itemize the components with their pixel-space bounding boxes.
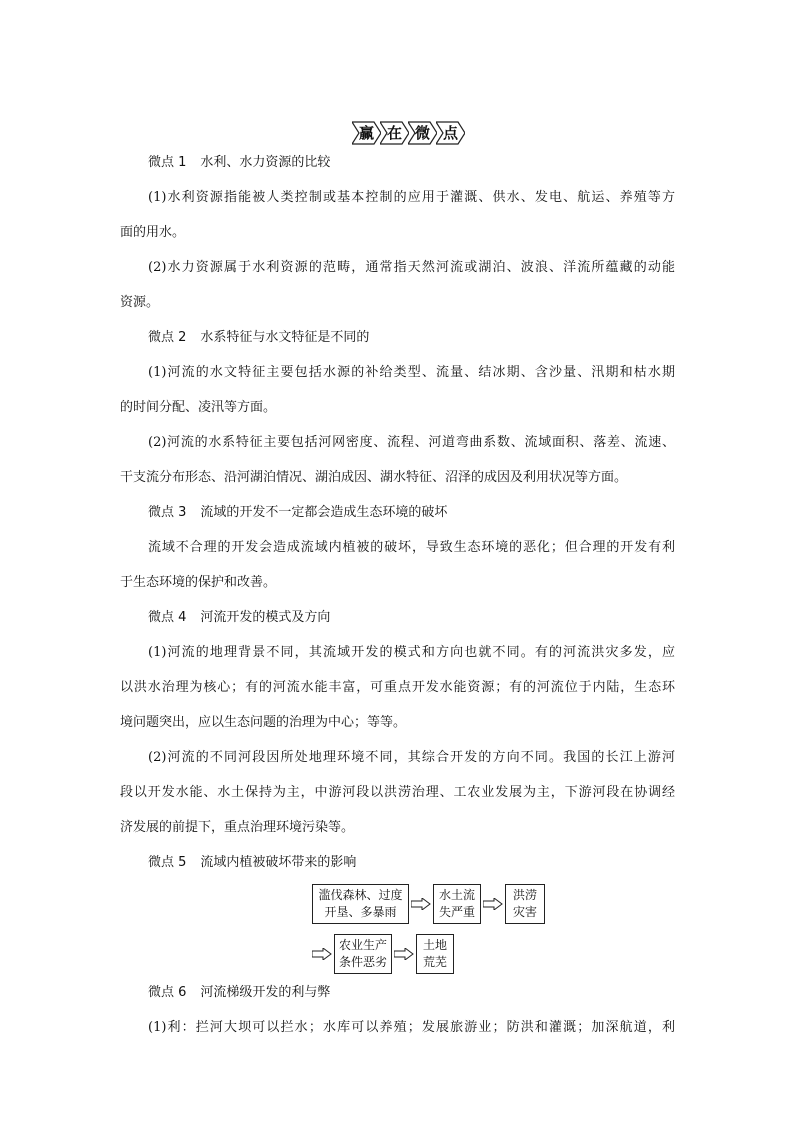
flow-box-text: 开垦、多暴雨 xyxy=(324,905,397,919)
arrow-icon xyxy=(483,898,503,910)
section-number: 微点 5 xyxy=(148,855,187,870)
flowchart xyxy=(120,880,675,975)
section-banner xyxy=(352,121,470,145)
paragraph-line: 的时间分配、凌汛等方面。 xyxy=(120,400,277,415)
arrow-icon xyxy=(394,948,414,960)
arrow-icon xyxy=(312,948,332,960)
flow-box-text: 滥伐森林、过度 xyxy=(318,888,403,902)
section-heading xyxy=(120,845,675,880)
section-title: 流域内植被破坏带来的影响 xyxy=(200,855,357,870)
paragraph-line: (1)河流的地理背景不同，其流域开发的模式和方向也就不同。有的河流洪灾多发，应 xyxy=(148,645,675,660)
banner-chevron xyxy=(436,121,465,145)
flow-box-text: 灾害 xyxy=(512,905,537,919)
paragraph-line: 流域不合理的开发会造成流域内植被的破坏，导致生态环境的恶化；但合理的开发有利 xyxy=(148,540,675,555)
paragraph-line: 于生态环境的保护和改善。 xyxy=(120,575,277,590)
section-number: 微点 6 xyxy=(148,985,187,1000)
flow-box-text: 条件恶劣 xyxy=(339,955,388,969)
flow-box-erosion xyxy=(433,884,481,924)
section-number: 微点 3 xyxy=(148,505,187,520)
section-number: 微点 4 xyxy=(148,610,187,625)
flow-box-text: 土地 xyxy=(422,938,447,952)
flow-box-text: 水土流 xyxy=(438,888,475,902)
paragraph-line: 以洪水治理为核心；有的河流水能丰富，可重点开发水能资源；有的河流位于内陆，生态环 xyxy=(120,680,675,695)
flow-box-flood xyxy=(505,884,545,924)
paragraph-line: (2)河流的水系特征主要包括河网密度、流程、河道弯曲系数、流域面积、落差、流速、 xyxy=(148,435,675,450)
paragraph-line: 资源。 xyxy=(120,295,160,310)
paragraph-line: (1)河流的水文特征主要包括水源的补给类型、流量、结冰期、含沙量、汛期和枯水期 xyxy=(148,365,675,380)
section-number: 微点 1 xyxy=(148,155,187,170)
section-heading xyxy=(120,495,675,530)
section-heading xyxy=(120,145,675,180)
section-title: 流域的开发不一定都会造成生态环境的破坏 xyxy=(200,505,448,520)
section-heading xyxy=(120,975,675,1010)
content-body xyxy=(120,145,675,1045)
section-heading xyxy=(120,600,675,635)
paragraph-line: (1)利：拦河大坝可以拦水；水库可以养殖；发展旅游业；防洪和灌溉；加深航道，利 xyxy=(148,1020,675,1035)
paragraph-line: (2)水力资源属于水利资源的范畴，通常指天然河流或湖泊、波浪、洋流所蕴藏的动能 xyxy=(148,260,675,275)
banner-chevron xyxy=(380,121,409,145)
section-title: 河流梯级开发的利与弊 xyxy=(200,985,331,1000)
section-number: 微点 2 xyxy=(148,330,187,345)
section-heading xyxy=(120,320,675,355)
section-title: 河流开发的模式及方向 xyxy=(200,610,331,625)
banner-char: 在 xyxy=(386,124,402,142)
flow-box-text: 失严重 xyxy=(438,905,475,919)
paragraph-line: 段以开发水能、水土保持为主，中游河段以洪涝治理、工农业发展为主，下游河段在协调经 xyxy=(120,785,675,800)
arrow-icon xyxy=(411,898,431,910)
banner-char: 点 xyxy=(442,124,458,142)
banner-char: 赢 xyxy=(358,124,374,142)
paragraph-line: (1)水利资源指能被人类控制或基本控制的应用于灌溉、供水、发电、航运、养殖等方 xyxy=(148,190,675,205)
banner-chevron xyxy=(408,121,437,145)
paragraph-line: 境问题突出，应以生态问题的治理为中心；等等。 xyxy=(120,715,407,730)
flow-box-text: 洪涝 xyxy=(512,888,537,902)
flow-box-agriculture xyxy=(334,934,392,974)
section-title: 水系特征与水文特征是不同的 xyxy=(200,330,370,345)
flow-box-barren xyxy=(416,934,454,974)
flow-box-text: 农业生产 xyxy=(339,938,388,952)
paragraph-line: 面的用水。 xyxy=(120,225,186,240)
paragraph-line: (2)河流的不同河段因所处地理环境不同，其综合开发的方向不同。我国的长江上游河 xyxy=(148,750,675,765)
flow-box-text: 荒芜 xyxy=(422,955,447,969)
banner-chevron xyxy=(352,121,381,145)
paragraph-line: 干支流分布形态、沿河湖泊情况、湖泊成因、湖水特征、沼泽的成因及利用状况等方面。 xyxy=(120,470,628,485)
banner-char: 微 xyxy=(414,124,430,142)
flow-box-cause xyxy=(312,884,409,924)
section-title: 水利、水力资源的比较 xyxy=(200,155,331,170)
paragraph-line: 济发展的前提下，重点治理环境污染等。 xyxy=(120,820,355,835)
